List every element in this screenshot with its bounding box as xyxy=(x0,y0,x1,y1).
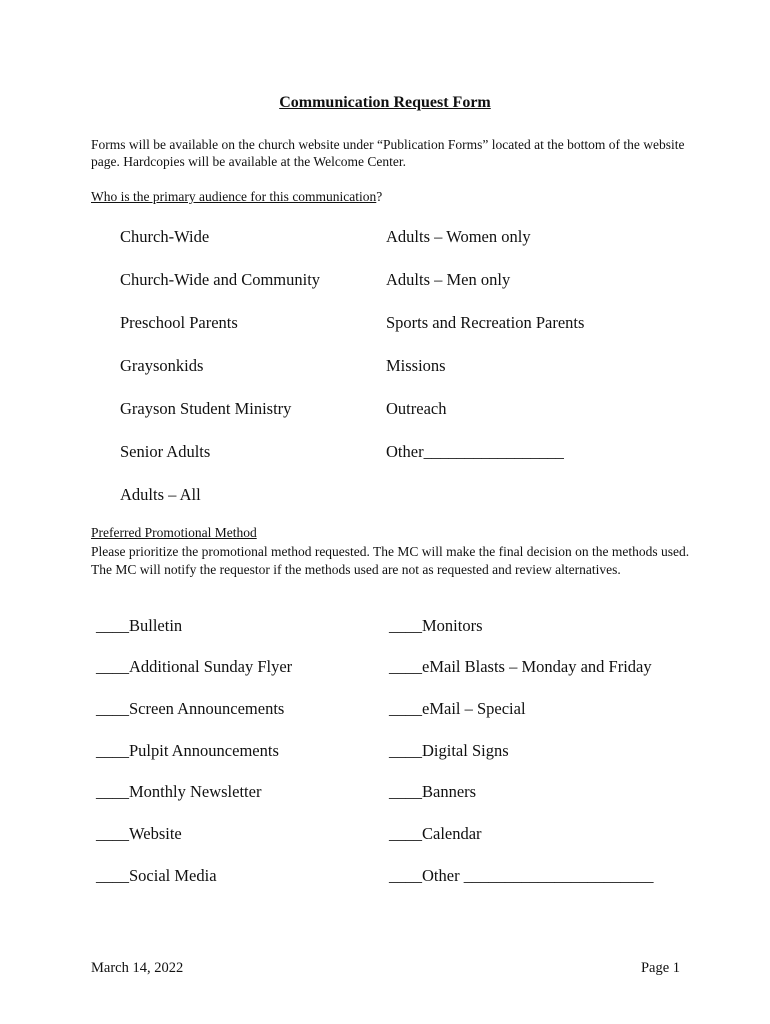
audience-option: Church-Wide and Community xyxy=(120,270,321,289)
audience-question xyxy=(91,189,382,205)
promo-option: ____Additional Sunday Flyer xyxy=(96,657,293,676)
audience-option: Other_________________ xyxy=(386,442,564,461)
audience-option: Adults – Women only xyxy=(386,227,531,246)
page-title: Communication Request Form xyxy=(279,94,491,111)
promo-option: ____Social Media xyxy=(96,866,217,885)
promo-option: ____eMail – Special xyxy=(389,699,526,718)
audience-option: Church-Wide xyxy=(120,227,210,246)
promo-option: ____Pulpit Announcements xyxy=(96,741,279,760)
audience-option: Outreach xyxy=(386,399,447,418)
promo-option: ____Website xyxy=(96,824,182,843)
audience-option: Missions xyxy=(386,356,446,375)
audience-option: Senior Adults xyxy=(120,442,211,461)
intro-paragraph: Forms will be available on the church website under “Publication Forms” located at the bottom of the website page. Hardcopies will be available at the Welcome Center. xyxy=(91,137,685,169)
audience-option: Grayson Student Ministry xyxy=(120,399,292,418)
audience-option: Adults – All xyxy=(120,485,201,504)
promo-section-instructions: Please prioritize the promotional method requested. The MC will make the final decision on the methods used. The MC will notify the requestor if the methods used are not as requested and review alternatives. xyxy=(91,544,690,577)
promo-option: ____Other _______________________ xyxy=(389,866,654,885)
audience-option: Graysonkids xyxy=(120,356,204,375)
footer-page-number: Page 1 xyxy=(640,960,680,976)
footer-date: March 14, 2022 xyxy=(91,960,184,976)
audience-option: Preschool Parents xyxy=(120,313,238,332)
promo-option: ____Digital Signs xyxy=(389,741,509,760)
promo-option: ____Monthly Newsletter xyxy=(96,782,262,801)
promo-option: ____Monitors xyxy=(389,616,483,635)
promo-option: ____Calendar xyxy=(389,824,482,843)
promo-option: ____Bulletin xyxy=(96,616,183,635)
audience-question-text: Who is the primary audience for this communication xyxy=(91,189,377,204)
promo-option: ____Banners xyxy=(389,782,477,801)
promo-section-heading: Preferred Promotional Method xyxy=(91,525,257,540)
audience-option: Adults – Men only xyxy=(386,270,511,289)
promo-option: ____Screen Announcements xyxy=(96,699,285,718)
promo-option: ____eMail Blasts – Monday and Friday xyxy=(389,657,652,676)
audience-question-suffix: ? xyxy=(376,189,383,204)
audience-option: Sports and Recreation Parents xyxy=(386,313,585,332)
